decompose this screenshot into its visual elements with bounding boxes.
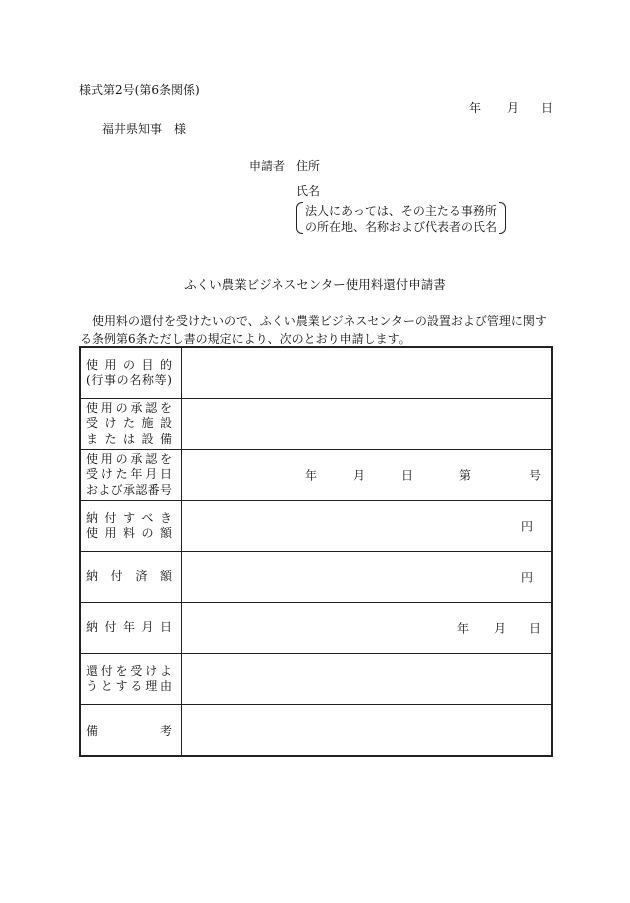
paid-amount-label: 納付済額	[80, 552, 182, 603]
applicant-label: 申請者	[249, 159, 286, 173]
approval-label: 使用の承認を 受けた年月日 および承認番号	[80, 450, 182, 501]
right-bracket	[499, 202, 506, 234]
purpose-field[interactable]	[182, 347, 553, 399]
facility-label: 使用の承認を 受けた施設 または設備	[80, 399, 182, 450]
address-label: 住所	[296, 159, 321, 173]
payment-month: 月	[494, 621, 507, 636]
form-title: ふくい農業ビジネスセンター使用料還付申請書	[184, 277, 446, 292]
table-row	[80, 450, 552, 501]
approval-year: 年	[305, 468, 318, 483]
approval-day: 日	[401, 468, 414, 483]
left-bracket	[296, 202, 303, 234]
fee-due-field[interactable]	[182, 501, 553, 552]
form-number: 様式第2号(第6条関係)	[79, 83, 200, 97]
remarks-field[interactable]	[182, 705, 553, 757]
table-row	[80, 603, 552, 654]
application-table	[79, 346, 553, 757]
table-row	[80, 654, 552, 705]
approval-field[interactable]	[182, 450, 553, 501]
payment-day: 日	[529, 621, 542, 636]
remarks-label: 備 考	[80, 705, 182, 757]
payment-date-label: 納付年月日	[80, 603, 182, 654]
refund-reason-label: 還付を受けよ うとする理由	[80, 654, 182, 705]
corporate-note-line2: の所在地、名称および代表者の氏名	[305, 220, 498, 234]
intro-paragraph	[80, 312, 555, 348]
intro-text: 使用料の還付を受けたいので、ふくい農業ビジネスセンターの設置および管理に関する条例第6条ただし書の規定により、次のとおり申請します。	[80, 314, 547, 346]
approval-number-prefix: 第	[459, 468, 472, 483]
corporate-note-line1: 法人にあっては、その主たる事務所	[305, 204, 497, 218]
addressee: 福井県知事 様	[102, 122, 187, 136]
payment-year: 年	[457, 621, 470, 636]
fee-due-unit: 円	[520, 519, 533, 534]
purpose-label: 使用の目的 (行事の名称等)	[80, 347, 182, 399]
paid-amount-field[interactable]	[182, 552, 553, 603]
date-month-label: 月	[507, 101, 520, 115]
payment-date-field[interactable]	[182, 603, 553, 654]
name-label: 氏名	[296, 184, 321, 198]
approval-month: 月	[353, 468, 366, 483]
table-row	[80, 705, 552, 757]
fee-due-label: 納付すべき 使用料の額	[80, 501, 182, 552]
refund-reason-field[interactable]	[182, 654, 553, 705]
date-day-label: 日	[541, 101, 554, 115]
table-row	[80, 552, 552, 603]
date-year-label: 年	[469, 101, 482, 115]
facility-field[interactable]	[182, 399, 553, 450]
table-row	[80, 399, 552, 450]
table-row	[80, 501, 552, 552]
approval-number-suffix: 号	[529, 468, 542, 483]
table-row	[80, 347, 552, 399]
corporate-note	[296, 202, 506, 234]
paid-amount-unit: 円	[520, 570, 533, 585]
